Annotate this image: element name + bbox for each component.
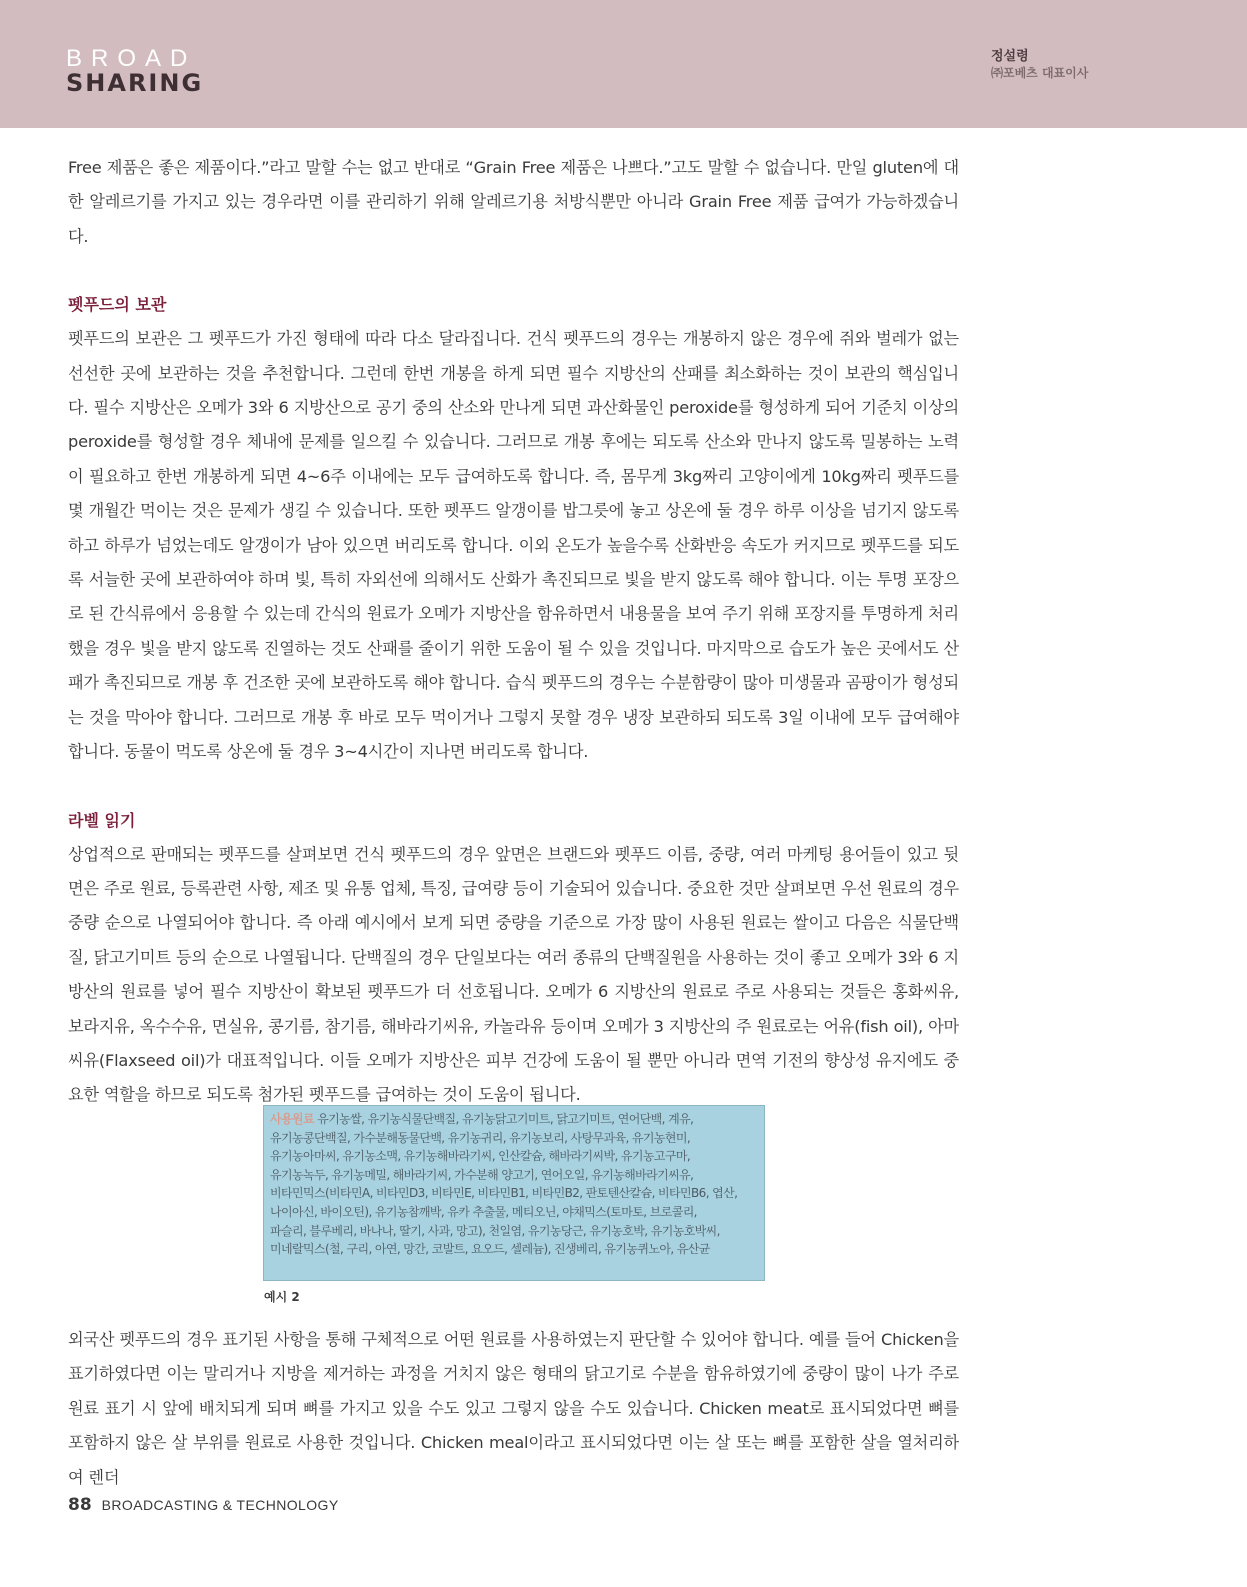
- closing-paragraph: 외국산 펫푸드의 경우 표기된 사항을 통해 구체적으로 어떤 원료를 사용하였는지 판단할 수 있어야 합니다. 예를 들어 Chicken을 표기하였다면 이는 말리거나 지방을 제거하는 과정을 거치지 않은 형태의 닭고기로 수분을 함유하였기에 중량이 많이 나가 주로 원료 표기 시 앞에 배치되게 되며 뼈를 가지고 있을 수도 있고 그렇지 않을 수도 있습니다. Chicken meat로 표시되었다면 뼈를 포함하지 않은 살 부위를 원료로 사용한 것입니다. Chicken meal이라고 표시되었다면 이는 살 또는 뼈를 포함한 살을 열처리하여 렌더: [68, 1330, 959, 1487]
- author-name: 정설령: [991, 49, 1029, 64]
- article-body-continued: [68, 1323, 959, 1495]
- brand-label-bottom: SHARING: [66, 69, 204, 97]
- page-footer: [68, 1494, 339, 1516]
- figure-caption: 예시 2: [264, 1290, 300, 1304]
- ingredient-line: 유기농녹두, 유기농메밀, 해바라기씨, 가수분해 양고기, 연어오일, 유기농해바라기씨유,: [270, 1167, 694, 1182]
- storage-paragraph: 펫푸드의 보관은 그 펫푸드가 가진 형태에 따라 다소 달라집니다. 건식 펫푸드의 경우는 개봉하지 않은 경우에 쥐와 벌레가 없는 선선한 곳에 보관하는 것을 추천합니다. 그런데 한번 개봉을 하게 되면 필수 지방산의 산패를 최소화하는 것이 보관의 핵심입니다. 필수 지방산은 오메가 3와 6 지방산으로 공기 중의 산소와 만나게 되면 과산화물인 peroxide를 형성하게 되어 기준치 이상의 peroxide를 형성할 경우 체내에 문제를 일으킬 수 있습니다. 그러므로 개봉 후에는 되도록 산소와 만나지 않도록 밀봉하는 노력이 필요하고 한번 개봉하게 되면 4~6주 이내에는 모두 급여하도록 합니다. 즉, 몸무게 3kg짜리 고양이에게 10kg짜리 펫푸드를 몇 개월간 먹이는 것은 문제가 생길 수 있습니다. 또한 펫푸드 알갱이를 밥그릇에 놓고 상온에 둘 경우 하루 이상을 넘기지 않도록 하고 하루가 넘었는데도 알갱이가 남아 있으면 버리도록 합니다. 이외 온도가 높을수록 산화반응 속도가 커지므로 펫푸드를 되도록 서늘한 곳에 보관하여야 하며 빛, 특히 자외선에 의해서도 산화가 촉진되므로 빛을 받지 않도록 해야 합니다. 이는 투명 포장으로 된 간식류에서 응용할 수 있는데 간식의 원료가 오메가 지방산을 함유하면서 내용물을 보여 주기 위해 포장지를 투명하게 처리했을 경우 빛을 받지 않도록 진열하는 것도 산패를 줄이기 위한 도움이 될 수 있을 것입니다. 마지막으로 습도가 높은 곳에서도 산패가 촉진되므로 개봉 후 건조한 곳에 보관하도록 해야 합니다. 습식 펫푸드의 경우는 수분함량이 많아 미생물과 곰팡이가 형성되는 것을 막아야 합니다. 그러므로 개봉 후 바로 모두 먹이거나 그렇지 못할 경우 냉장 보관하되 되도록 3일 이내에 모두 급여해야 합니다. 동물이 먹도록 상온에 둘 경우 3~4시간이 지나면 버리도록 합니다.: [68, 329, 959, 762]
- section-heading-label: 라벨 읽기: [68, 810, 136, 830]
- ingredient-line: 미네랄믹스(철, 구리, 아연, 망간, 코발트, 요오드, 셀레늄), 진생베리, 유기농퀴노아, 유산균: [270, 1242, 710, 1257]
- ingredient-line: 나이아신, 바이오틴), 유기농참깨박, 유카 추출물, 메티오닌, 야채믹스(토마토, 브로콜리,: [270, 1204, 697, 1219]
- ingredient-line: 비타민믹스(비타민A, 비타민D3, 비타민E, 비타민B1, 비타민B2, 판토텐산칼슘, 비타민B6, 엽산,: [270, 1186, 738, 1201]
- section-heading-storage: 펫푸드의 보관: [68, 295, 167, 315]
- page-number: 88: [68, 1495, 92, 1515]
- ingredient-line: 유기농아마씨, 유기농소맥, 유기농해바라기씨, 인산칼슘, 해바라기씨박, 유기농고구마,: [270, 1149, 691, 1164]
- ingredient-line: 유기농콩단백질, 가수분해동물단백, 유기농귀리, 유기농보리, 사탕무과육, 유기농현미,: [270, 1130, 691, 1145]
- intro-paragraph: Free 제품은 좋은 제품이다.”라고 말할 수는 없고 반대로 “Grain Free 제품은 나쁘다.”고도 말할 수 없습니다. 만일 gluten에 대한 알레르기를 가지고 있는 경우라면 이를 관리하기 위해 알레르기용 처방식뿐만 아니라 Grain Free 제품 급여가 가능하겠습니다.: [68, 158, 959, 246]
- article-body: [68, 151, 959, 1113]
- page-header: [0, 0, 1247, 128]
- author-title: ㈜포베츠 대표이사: [991, 66, 1089, 80]
- ingredient-list: [270, 1110, 758, 1276]
- author-block: [991, 48, 1088, 82]
- ingredient-line: 사용원료 유기농쌀, 유기농식물단백질, 유기농닭고기미트, 닭고기미트, 연어단백, 계유,: [270, 1112, 694, 1126]
- magazine-name: BROADCASTING & TECHNOLOGY: [101, 1497, 339, 1513]
- ingredient-line: 파슬리, 블루베리, 바나나, 딸기, 사과, 망고), 천일염, 유기농당근, 유기농호박, 유기농호박씨,: [270, 1223, 720, 1238]
- ingredient-label-image: [263, 1105, 765, 1281]
- ingredient-tag: 사용원료: [270, 1112, 314, 1126]
- label-paragraph: 상업적으로 판매되는 펫푸드를 살펴보면 건식 펫푸드의 경우 앞면은 브랜드와 펫푸드 이름, 중량, 여러 마케팅 용어들이 있고 뒷면은 주로 원료, 등록관련 사항, 제조 및 유통 업체, 특징, 급여량 등이 기술되어 있습니다. 중요한 것만 살펴보면 우선 원료의 경우 중량 순으로 나열되어야 합니다. 즉 아래 예시에서 보게 되면 중량을 기준으로 가장 많이 사용된 원료는 쌀이고 다음은 식물단백질, 닭고기미트 등의 순으로 나열됩니다. 단백질의 경우 단일보다는 여러 종류의 단백질원을 사용하는 것이 좋고 오메가 3와 6 지방산의 원료를 넣어 필수 지방산이 확보된 펫푸드가 더 선호됩니다. 오메가 6 지방산의 원료로 주로 사용되는 것들은 홍화씨유, 보라지유, 옥수수유, 면실유, 콩기름, 참기름, 해바라기씨유, 카놀라유 등이며 오메가 3 지방산의 주 원료로는 어유(fish oil), 아마씨유(Flaxseed oil)가 대표적입니다. 이들 오메가 지방산은 피부 건강에 도움이 될 뿐만 아니라 면역 기전의 향상성 유지에도 중요한 역할을 하므로 되도록 첨가된 펫푸드를 급여하는 것이 도움이 됩니다.: [68, 844, 959, 1105]
- brand-label-top: BROAD: [66, 45, 197, 72]
